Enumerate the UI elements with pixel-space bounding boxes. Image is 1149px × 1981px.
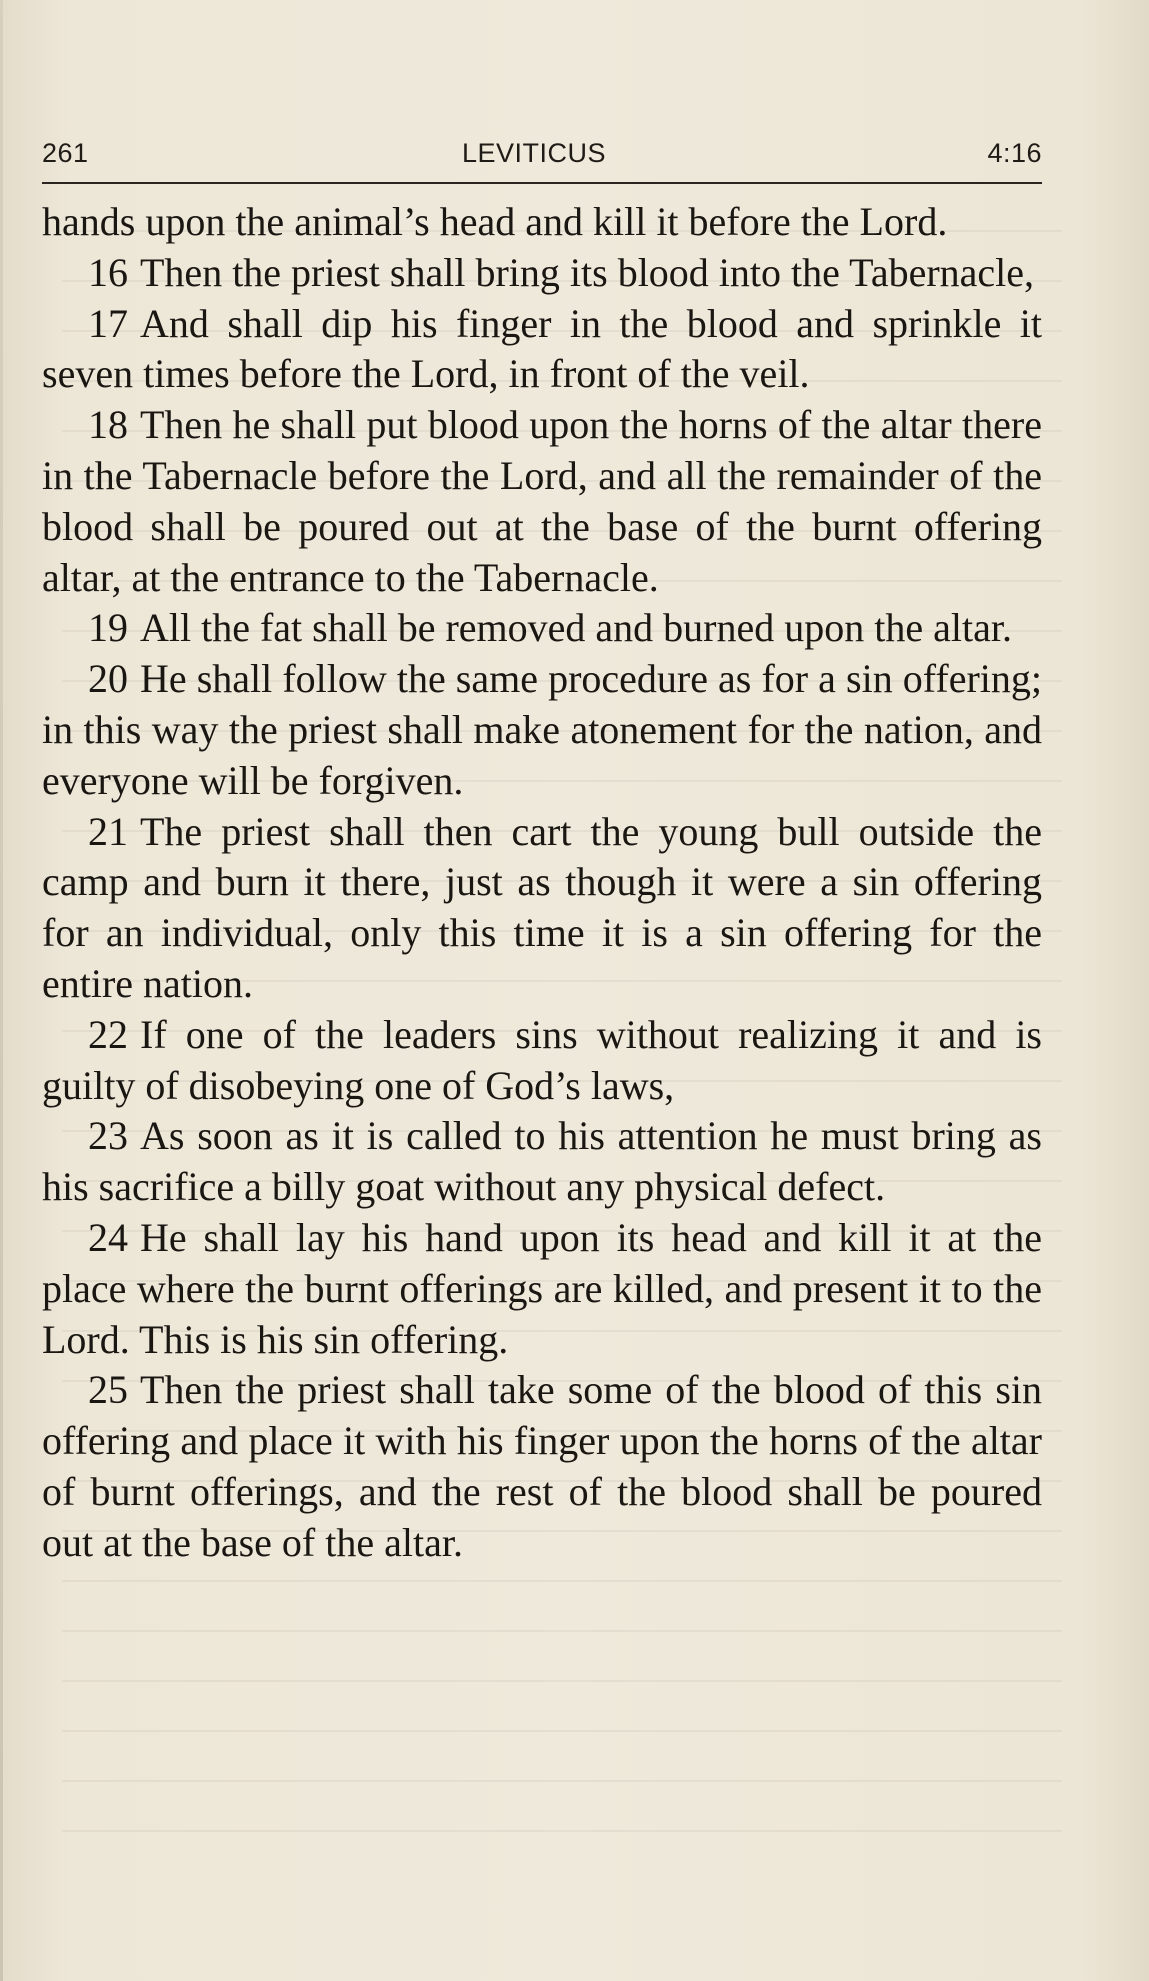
verse-text: Then he shall put blood upon the horns of the altar there in the Tabernacle before the Lord, and all the remainder of the blood shall be poured out at the base of the burnt offering altar, at the entrance to the Tabernacle. (42, 402, 1042, 600)
verse-number: 24 (88, 1214, 128, 1260)
running-title: LEVITICUS (462, 138, 607, 168)
verse-number: 20 (88, 656, 128, 702)
chapter-verse-reference: 4:16 (987, 138, 1042, 168)
verse-text: He shall follow the same procedure as for a sin offering; in this way the priest shall make atonement for the nation, and everyone will be forgiven. (42, 656, 1042, 803)
verse-text: hands upon the animal’s head and kill it before the Lord. (42, 199, 948, 244)
verse-21 (42, 807, 1042, 1010)
verse-text: All the fat shall be removed and burned upon the altar. (140, 605, 1012, 651)
verse-22 (42, 1010, 1042, 1112)
verse-number: 22 (88, 1011, 128, 1057)
page-number: 261 (42, 138, 89, 168)
verse-19 (42, 603, 1042, 654)
verse-25 (42, 1365, 1042, 1568)
verse-24 (42, 1213, 1042, 1365)
verse-20 (42, 654, 1042, 806)
verse-18 (42, 400, 1042, 603)
verse-text: If one of the leaders sins without realizing it and is guilty of disobeying one of God’s laws, (42, 1011, 1042, 1108)
verse-16 (42, 248, 1042, 299)
scripture-text (42, 197, 1042, 1569)
verse-number: 16 (88, 249, 128, 295)
verse-text: Then the priest shall bring its blood into the Tabernacle, (140, 249, 1035, 295)
page-edge-shadow (0, 0, 3, 1981)
verse-number: 19 (88, 605, 128, 651)
verse-number: 17 (88, 300, 128, 346)
verse-text: Then the priest shall take some of the blood of this sin offering and place it with his finger upon the horns of the altar of burnt offerings, and the rest of the blood shall be poured out at the base of the altar. (42, 1367, 1042, 1565)
verse-17 (42, 299, 1042, 401)
verse-text: And shall dip his finger in the blood and sprinkle it seven times before the Lord, in front of the veil. (42, 300, 1042, 397)
verse-number: 25 (88, 1367, 128, 1413)
verse-text: He shall lay his hand upon its head and kill it at the place where the burnt offerings are killed, and present it to the Lord. This is his sin offering. (42, 1214, 1042, 1362)
verse-23 (42, 1111, 1042, 1213)
verse-number: 18 (88, 402, 128, 448)
verse-text: As soon as it is called to his attention he must bring as his sacrifice a billy goat without any physical defect. (42, 1113, 1042, 1210)
verse-text: The priest shall then cart the young bull outside the camp and burn it there, just as though it were a sin offering for an individual, only this time it is a sin offering for the entire nation. (42, 808, 1042, 1006)
running-header (42, 136, 1042, 184)
continuation-paragraph (42, 197, 1042, 248)
verse-number: 21 (88, 808, 128, 854)
verse-number: 23 (88, 1113, 128, 1159)
